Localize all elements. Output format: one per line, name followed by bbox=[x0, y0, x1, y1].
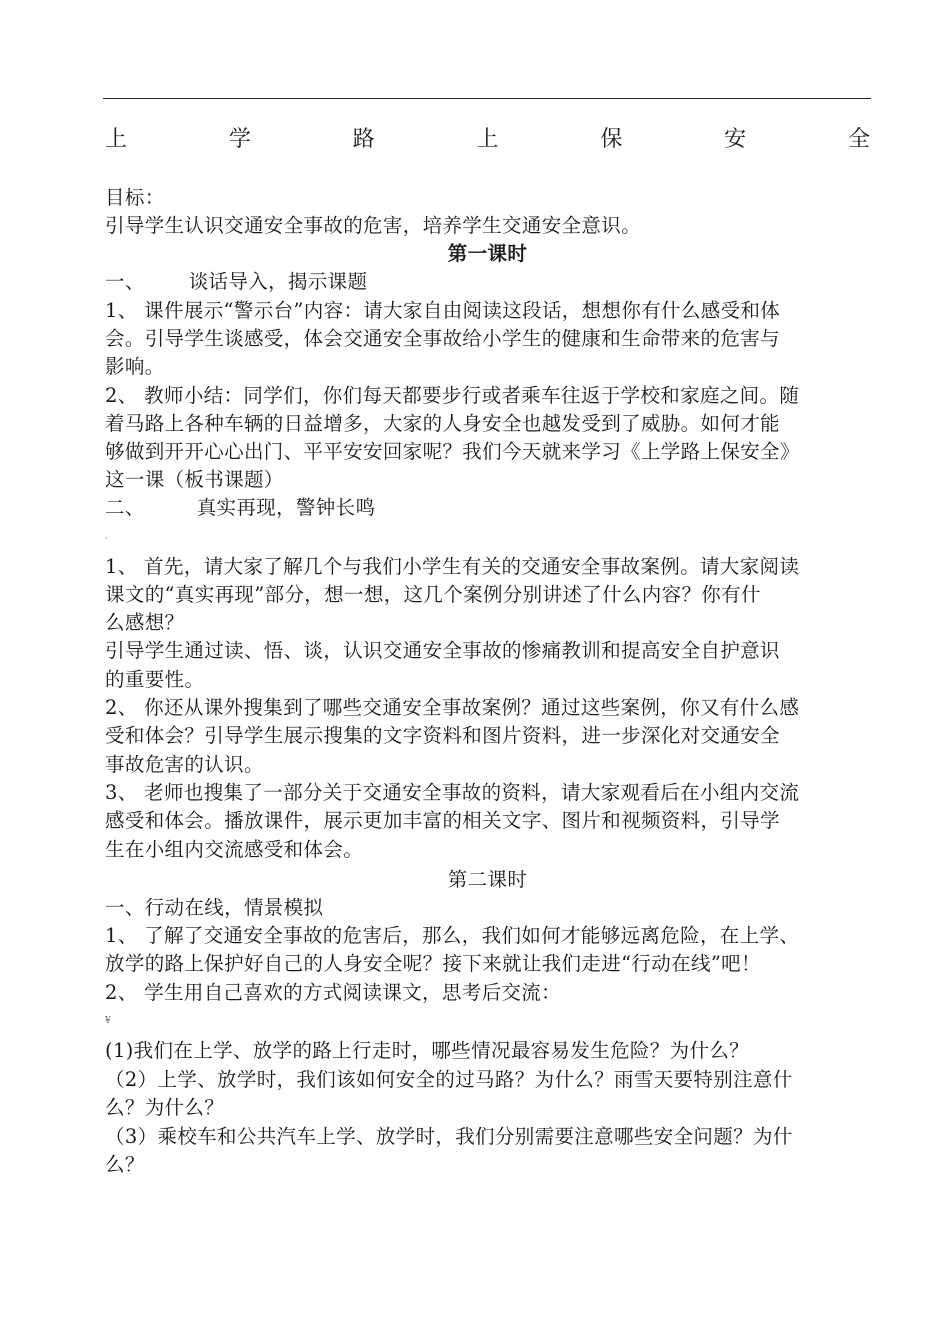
paragraph-line: 1、 了解了交通安全事故的危害后，那么，我们如何才能够远离危险，在上学、 bbox=[105, 924, 800, 947]
paragraph-line: 么感想？ bbox=[105, 611, 185, 634]
lesson2-section1-heading: 一、行动在线，情景模拟 bbox=[105, 896, 324, 919]
lesson1-section1-heading bbox=[105, 268, 367, 296]
lesson1-section2-heading bbox=[105, 494, 375, 522]
paragraph-line: 2、 学生用自己喜欢的方式阅读课文，思考后交流： bbox=[105, 981, 562, 1004]
document-title bbox=[105, 124, 870, 156]
header-rule bbox=[103, 98, 871, 99]
paragraph-line: 3、 老师也搜集了一部分关于交通安全事故的资料，请大家观看后在小组内交流 bbox=[105, 781, 800, 804]
paragraph-line: 感受和体会。播放课件，展示更加丰富的相关文字、图片和视频资料，引导学 bbox=[105, 809, 780, 832]
paragraph-line: 1、 首先，请大家了解几个与我们小学生有关的交通安全事故案例。请大家阅读 bbox=[105, 555, 800, 578]
paragraph-line: 这一课（板书课题） bbox=[105, 468, 284, 491]
paragraph-line: 会。引导学生谈感受，体会交通安全事故给小学生的健康和生命带来的危害与 bbox=[105, 327, 780, 350]
section-number: 二、 bbox=[105, 496, 145, 519]
section-title: 真实再现，警钟长鸣 bbox=[196, 496, 376, 519]
stray-mark: ¥ bbox=[105, 1016, 112, 1026]
paragraph-line: 1、 课件展示“警示台”内容：请大家自由阅读这段话，想想你有什么感受和体 bbox=[105, 299, 781, 322]
question-line: （2）上学、放学时，我们该如何安全的过马路？为什么？雨雪天要特别注意什 bbox=[105, 1068, 793, 1091]
paragraph-line: 影响。 bbox=[105, 355, 165, 378]
lesson2-heading: 第二课时 bbox=[447, 868, 528, 891]
paragraph-line: 的重要性。 bbox=[105, 668, 205, 691]
section-number: 一、 bbox=[105, 270, 145, 293]
paragraph-line: 着马路上各种车辆的日益增多，大家的人身安全也越发受到了威胁。如何才能 bbox=[105, 412, 780, 435]
title-char: 安 bbox=[724, 127, 747, 152]
paragraph-line: 够做到开开心心出门、平平安安回家呢？我们今天就来学习《上学路上保安全》 bbox=[105, 440, 800, 463]
paragraph-line: 放学的路上保护好自己的人身安全呢？接下来就让我们走进“行动在线”吧！ bbox=[105, 952, 761, 975]
paragraph-line: 引导学生通过读、悟、谈，认识交通安全事故的惨痛教训和提高安全自护意识 bbox=[105, 639, 780, 662]
question-line: (1)我们在上学、放学的路上行走时，哪些情况最容易发生危险？为什么？ bbox=[105, 1039, 750, 1062]
title-char: 上 bbox=[476, 127, 499, 152]
section-title: 谈话导入，揭示课题 bbox=[188, 270, 368, 293]
stray-mark: · bbox=[105, 534, 109, 544]
goal-label: 目标： bbox=[105, 186, 165, 209]
paragraph-line: 受和体会？引导学生展示搜集的文字资料和图片资料，进一步深化对交通安全 bbox=[105, 724, 780, 747]
title-char: 上 bbox=[105, 127, 128, 152]
paragraph-line: 2、 你还从课外搜集到了哪些交通安全事故案例？通过这些案例，你又有什么感 bbox=[105, 696, 800, 719]
paragraph-line: 课文的“真实再现”部分，想一想，这几个案例分别讲述了什么内容？你有什 bbox=[105, 583, 761, 606]
lesson1-heading: 第一课时 bbox=[447, 242, 528, 265]
paragraph-line: 生在小组内交流感受和体会。 bbox=[105, 838, 364, 861]
title-char: 保 bbox=[600, 127, 623, 152]
title-char: 路 bbox=[352, 127, 375, 152]
goal-text: 引导学生认识交通安全事故的危害，培养学生交通安全意识。 bbox=[105, 214, 641, 237]
question-line: （3）乘校车和公共汽车上学、放学时，我们分别需要注意哪些安全问题？为什 bbox=[105, 1125, 793, 1148]
paragraph-line: 2、 教师小结：同学们，你们每天都要步行或者乘车往返于学校和家庭之间。随 bbox=[105, 384, 800, 407]
title-char: 学 bbox=[228, 127, 251, 152]
question-line: 么？ bbox=[105, 1153, 145, 1176]
question-line: 么？为什么？ bbox=[105, 1096, 225, 1119]
paragraph-line: 事故危害的认识。 bbox=[105, 753, 264, 776]
title-char: 全 bbox=[847, 127, 870, 152]
